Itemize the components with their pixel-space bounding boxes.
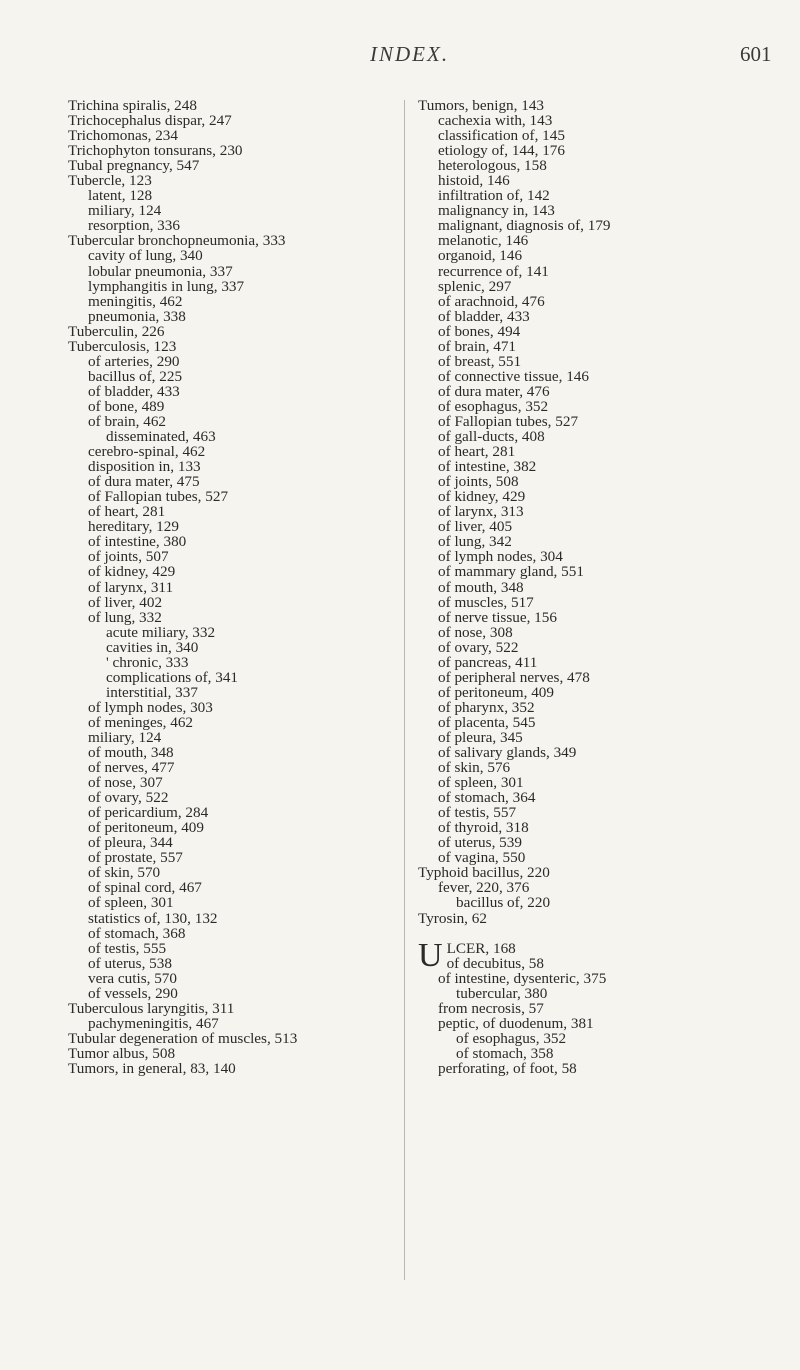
index-entry: of skin, 570 <box>88 864 161 882</box>
drop-cap-letter: U <box>418 936 443 974</box>
index-entry: of pericardium, 284 <box>88 804 209 822</box>
index-entry: of peripheral nerves, 478 <box>438 668 590 686</box>
index-entry: latent, 128 <box>88 187 153 205</box>
index-entry: Tumor albus, 508 <box>68 1044 176 1062</box>
index-entry: of nerve tissue, 156 <box>438 608 557 626</box>
index-entry: of bladder, 433 <box>88 382 180 400</box>
index-entry: of kidney, 429 <box>88 563 176 581</box>
index-entry: of stomach, 364 <box>438 789 536 807</box>
index-entry: of Fallopian tubes, 527 <box>88 488 229 506</box>
index-entry: of muscles, 517 <box>438 593 534 611</box>
index-entry: of lymph nodes, 304 <box>438 548 563 566</box>
index-entry: of brain, 471 <box>438 337 517 355</box>
index-entry: cerebro-spinal, 462 <box>88 443 206 461</box>
index-entry: Trichina spiralis, 248 <box>68 97 197 114</box>
index-entry: of larynx, 311 <box>88 578 174 596</box>
index-entry: Tuberculin, 226 <box>68 322 165 340</box>
index-entry: of peritoneum, 409 <box>88 819 204 837</box>
index-entry: of esophagus, 352 <box>456 1029 567 1047</box>
index-entry: of pleura, 345 <box>438 728 523 746</box>
index-entry: organoid, 146 <box>438 247 523 265</box>
index-entry: etiology of, 144, 176 <box>438 142 565 160</box>
index-entry: of thyroid, 318 <box>438 819 529 837</box>
index-entry: of lung, 342 <box>438 533 512 551</box>
index-entry: of lymph nodes, 303 <box>88 698 213 716</box>
index-entry: Tubal pregnancy, 547 <box>68 157 200 175</box>
index-entry: pachymeningitis, 467 <box>88 1014 219 1032</box>
index-entry: of joints, 507 <box>88 548 169 566</box>
index-entry: of lung, 332 <box>88 608 162 626</box>
index-entry: perforating, of foot, 58 <box>438 1059 577 1077</box>
index-entry: of liver, 405 <box>438 518 513 536</box>
index-entry: of peritoneum, 409 <box>438 683 554 701</box>
index-entry: of stomach, 368 <box>88 924 186 942</box>
page-title: INDEX. <box>370 42 450 66</box>
ulcer-section <box>418 936 758 1077</box>
index-entry: recurrence of, 141 <box>438 262 549 280</box>
index-entry: of uterus, 539 <box>438 834 522 852</box>
index-entry: Tuberculous laryngitis, 311 <box>68 999 235 1017</box>
index-entry: resorption, 336 <box>88 217 180 235</box>
index-entry: tubercular, 380 <box>456 984 548 1002</box>
index-entry: of intestine, dysenteric, 375 <box>438 969 607 987</box>
page-header <box>0 42 800 72</box>
index-entry: of decubitus, 58 <box>446 954 544 972</box>
index-entry: of pleura, 344 <box>88 834 173 852</box>
index-entry: heterologous, 158 <box>438 157 547 175</box>
index-entry: Tubercle, 123 <box>68 172 152 190</box>
index-entry: Trichophyton tonsurans, 230 <box>68 142 243 160</box>
index-entry: peptic, of duodenum, 381 <box>438 1014 594 1032</box>
index-entry: of dura mater, 475 <box>88 473 200 491</box>
index-entry: of dura mater, 476 <box>438 382 550 400</box>
index-entry: cachexia with, 143 <box>438 112 553 130</box>
index-entry: cavities in, 340 <box>106 638 199 656</box>
index-entry: of salivary glands, 349 <box>438 744 577 762</box>
index-entry: of mouth, 348 <box>88 744 174 762</box>
index-entry: Tyrosin, 62 <box>418 909 487 927</box>
index-entry: of vagina, 550 <box>438 849 526 867</box>
index-entry: classification of, 145 <box>438 127 565 145</box>
index-entry: meningitis, 462 <box>88 292 183 310</box>
index-entry: Trichomonas, 234 <box>68 127 178 145</box>
index-entry: hereditary, 129 <box>88 518 179 536</box>
index-entry: ' chronic, 333 <box>106 653 189 671</box>
index-entry: of bone, 489 <box>88 397 165 415</box>
index-entry: of spleen, 301 <box>438 774 524 792</box>
index-entry: of joints, 508 <box>438 473 519 491</box>
index-entry: of placenta, 545 <box>438 713 536 731</box>
index-entry: of bones, 494 <box>438 322 521 340</box>
index-entry: Tubular degeneration of muscles, 513 <box>68 1029 298 1047</box>
index-entry: of spleen, 301 <box>88 894 174 912</box>
index-entry: of intestine, 382 <box>438 458 537 476</box>
index-entry: cavity of lung, 340 <box>88 247 203 265</box>
index-entry: Trichocephalus dispar, 247 <box>68 112 232 130</box>
index-entry: from necrosis, 57 <box>438 999 544 1017</box>
index-entry: of mammary gland, 551 <box>438 563 584 581</box>
index-entry: of connective tissue, 146 <box>438 367 589 385</box>
index-entry: malignancy in, 143 <box>438 202 555 220</box>
index-entry: statistics of, 130, 132 <box>88 909 218 927</box>
index-entry: lymphangitis in lung, 337 <box>88 277 245 295</box>
index-entry: fever, 220, 376 <box>438 879 530 897</box>
index-list-right <box>418 98 758 926</box>
index-entry: bacillus of, 220 <box>456 894 551 912</box>
index-entry: vera cutis, 570 <box>88 969 177 987</box>
index-entry: of skin, 576 <box>438 759 511 777</box>
index-entry: of spinal cord, 467 <box>88 879 202 897</box>
index-entry: of arachnoid, 476 <box>438 292 545 310</box>
column-divider <box>404 100 405 1280</box>
index-entry: of heart, 281 <box>438 443 516 461</box>
index-entry: of ovary, 522 <box>88 789 169 807</box>
index-entry: of brain, 462 <box>88 412 167 430</box>
index-entry: miliary, 124 <box>88 202 162 220</box>
ulcer-entries <box>418 956 758 1076</box>
index-entry: interstitial, 337 <box>106 683 198 701</box>
index-entry: of arteries, 290 <box>88 352 180 370</box>
index-entry: malignant, diagnosis of, 179 <box>438 217 611 235</box>
index-entry: bacillus of, 225 <box>88 367 183 385</box>
index-entry: of intestine, 380 <box>88 533 187 551</box>
index-entry: histoid, 146 <box>438 172 510 190</box>
index-entry: complications of, 341 <box>106 668 239 686</box>
index-entry: disposition in, 133 <box>88 458 201 476</box>
index-entry: Tumors, benign, 143 <box>418 97 545 114</box>
section-gap <box>418 926 758 941</box>
page-number: 601 <box>740 42 772 66</box>
index-entry: of testis, 555 <box>88 939 167 957</box>
index-entry: infiltration of, 142 <box>438 187 550 205</box>
index-entry: miliary, 124 <box>88 728 162 746</box>
index-entry: Tuberculosis, 123 <box>68 337 177 355</box>
index-entry: Tumors, in general, 83, 140 <box>68 1060 236 1077</box>
index-entry: of kidney, 429 <box>438 488 526 506</box>
index-entry: lobular pneumonia, 337 <box>88 262 233 280</box>
index-entry: pneumonia, 338 <box>88 307 186 325</box>
index-entry: of vessels, 290 <box>88 984 178 1002</box>
index-entry: acute miliary, 332 <box>106 623 216 641</box>
index-entry: melanotic, 146 <box>438 232 529 250</box>
index-entry: of esophagus, 352 <box>438 397 549 415</box>
index-entry: of nerves, 477 <box>88 759 175 777</box>
index-entry: of uterus, 538 <box>88 954 172 972</box>
index-entry: of nose, 308 <box>438 623 513 641</box>
index-entry: splenic, 297 <box>438 277 512 295</box>
index-entry: of mouth, 348 <box>438 578 524 596</box>
index-entry: of stomach, 358 <box>456 1044 554 1062</box>
index-entry: of heart, 281 <box>88 503 166 521</box>
index-entry: of meninges, 462 <box>88 713 194 731</box>
index-column-right <box>418 98 758 1076</box>
index-entry: of gall-ducts, 408 <box>438 428 545 446</box>
index-entry: Typhoid bacillus, 220 <box>418 864 550 882</box>
index-entry: of larynx, 313 <box>438 503 524 521</box>
index-entry: of bladder, 433 <box>438 307 530 325</box>
index-entry: of liver, 402 <box>88 593 163 611</box>
index-entry: of prostate, 557 <box>88 849 183 867</box>
index-entry: of pharynx, 352 <box>438 698 535 716</box>
index-entry: of nose, 307 <box>88 774 163 792</box>
index-entry: of pancreas, 411 <box>438 653 538 671</box>
index-entry: of ovary, 522 <box>438 638 519 656</box>
ulcer-heading-text: LCER, 168 <box>446 939 516 957</box>
index-entry: of breast, 551 <box>438 352 522 370</box>
index-entry: Tubercular bronchopneumonia, 333 <box>68 232 286 250</box>
index-entry: of Fallopian tubes, 527 <box>438 412 579 430</box>
index-column-left <box>68 98 403 1076</box>
index-entry: of testis, 557 <box>438 804 517 822</box>
index-entry: disseminated, 463 <box>106 428 216 446</box>
